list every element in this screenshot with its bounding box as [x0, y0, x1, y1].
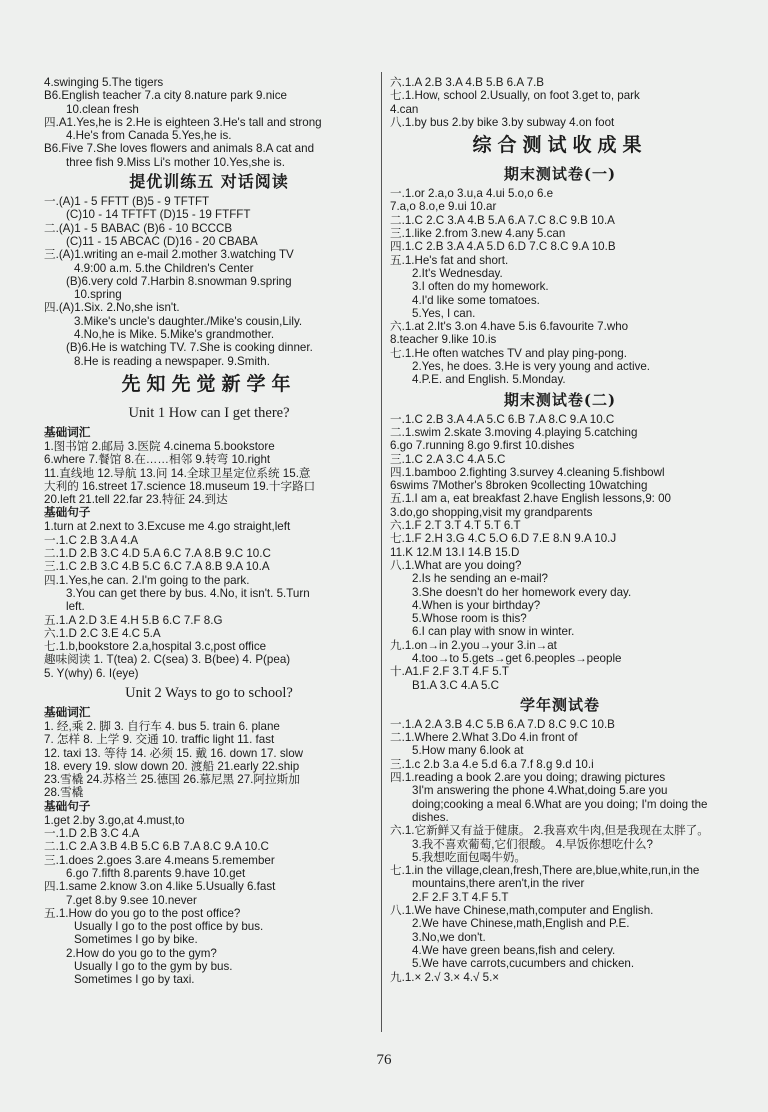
- answer-line: 10.spring: [74, 288, 122, 302]
- answer-line: 二.1.C 2.A 3.B 4.B 5.C 6.B 7.A 8.C 9.A 10.C: [44, 840, 269, 854]
- subsection-label: 基础句子: [44, 799, 91, 813]
- paper-heading: 学年测试卷: [519, 695, 600, 714]
- answer-line: 7.a,o 8.o,e 9.ui 10.ar: [390, 200, 497, 214]
- answer-line: 四.1.bamboo 2.fighting 3.survey 4.cleaning 5.fishbowl: [390, 465, 665, 479]
- answer-line: 5.Whose room is this?: [412, 612, 527, 626]
- answer-line: 四.1.C 2.B 3.A 4.A 5.D 6.D 7.C 8.C 9.A 10.B: [390, 240, 616, 254]
- paper-heading: 期末测试卷(一): [503, 165, 617, 184]
- answer-line: 3I'm answering the phone 4.What,doing 5.are you: [412, 784, 668, 798]
- final2-block: [390, 413, 730, 692]
- answer-line: 4.P.E. and English. 5.Monday.: [412, 373, 566, 387]
- answer-line: 4.swinging 5.The tigers: [44, 76, 164, 89]
- answer-line: 5.我想吃面包喝牛奶。: [412, 850, 527, 864]
- answer-line: 4.too→to 5.gets→get 6.peoples→people: [412, 651, 622, 665]
- answer-line: 一.(A)1 - 5 FFTT (B)5 - 9 TFTFT: [44, 195, 210, 209]
- answer-line: 七.1.b,bookstore 2.a,hospital 3.c,post office: [44, 640, 267, 654]
- answer-line: Usually I go to the post office by bus.: [74, 920, 264, 934]
- answer-line: B1.A 3.C 4.A 5.C: [412, 678, 500, 692]
- answer-line: 九.1.on→in 2.you→your 3.in→at: [390, 638, 557, 652]
- answer-line: 七.1.How, school 2.Usually, on foot 3.get to, park: [390, 89, 640, 103]
- answer-line: 四.(A)1.Six. 2.No,she isn't.: [44, 301, 180, 315]
- answer-line: 一.1.A 2.A 3.B 4.C 5.B 6.A 7.D 8.C 9.C 10.B: [390, 717, 615, 731]
- answer-line: 1.turn at 2.next to 3.Excuse me 4.go straight,left: [44, 520, 291, 534]
- answer-line: 二.1.swim 2.skate 3.moving 4.playing 5.catching: [390, 425, 638, 439]
- answer-line: 二.1.D 2.B 3.C 4.D 5.A 6.C 7.A 8.B 9.C 10.C: [44, 547, 271, 561]
- right-top-block: [390, 76, 730, 129]
- unit-heading: Unit 1 How can I get there?: [128, 404, 290, 421]
- answer-line: 4.When is your birthday?: [412, 598, 541, 612]
- answer-line: mountains,there aren't,in the river: [412, 877, 585, 891]
- answer-line: 2.How do you go to the gym?: [66, 946, 217, 960]
- answer-line: 10.clean fresh: [66, 102, 139, 116]
- answer-line: 3.I often do my homework.: [412, 280, 549, 294]
- answer-line: 六.1.它新鲜又有益于健康。 2.我喜欢牛肉,但是我现在太胖了。: [390, 824, 709, 838]
- answer-line: 4.We have green beans,fish and celery.: [412, 943, 616, 957]
- answer-line: 五.1.I am a, eat breakfast 2.have English lessons,9: 00: [390, 492, 671, 506]
- answer-line: 趣味阅读 1. T(tea) 2. C(sea) 3. B(bee) 4. P(pea): [44, 653, 291, 667]
- answer-line: 一.1.or 2.a,o 3.u,a 4.ui 5.o,o 6.e: [390, 187, 554, 201]
- answer-line: 6.go 7.fifth 8.parents 9.have 10.get: [66, 866, 246, 880]
- answer-line: Usually I go to the gym by bus.: [74, 960, 233, 974]
- answer-line: 三.(A)1.writing an e-mail 2.mother 3.watching TV: [44, 248, 294, 262]
- answer-line: 七.1.F 2.H 3.G 4.C 5.O 6.D 7.E 8.N 9.A 10.J: [390, 532, 617, 546]
- answer-line: 5. Y(why) 6. I(eye): [44, 666, 139, 680]
- answer-line: B6.English teacher 7.a city 8.nature park 9.nice: [44, 89, 287, 103]
- answer-line: 六.1.D 2.C 3.E 4.C 5.A: [44, 626, 161, 640]
- answer-line: 3.do,go shopping,visit my grandparents: [390, 505, 593, 519]
- answer-line: 1.get 2.by 3.go,at 4.must,to: [44, 813, 185, 827]
- answer-line: 3.No,we don't.: [412, 930, 486, 944]
- answer-line: 11.K 12.M 13.I 14.B 15.D: [390, 545, 520, 559]
- answer-line: left.: [66, 600, 85, 614]
- section5-block: [44, 195, 374, 368]
- unit1-sentence-block: [44, 520, 374, 680]
- answer-line: 7.get 8.by 9.see 10.never: [66, 893, 197, 907]
- answer-line: 23.雪橇 24.苏格兰 25.德国 26.慕尼黑 27.阿拉斯加: [44, 773, 300, 787]
- answer-line: 三.1.C 2.B 3.C 4.B 5.C 6.C 7.A 8.B 9.A 10.A: [44, 560, 270, 574]
- answer-line: 六.1.A 2.B 3.A 4.B 5.B 6.A 7.B: [390, 76, 545, 89]
- answer-line: (C)11 - 15 ABCAC (D)16 - 20 CBABA: [66, 234, 258, 248]
- subsection-label: 基础词汇: [44, 425, 91, 439]
- answer-line: 大利的 16.street 17.science 18.museum 19.十字路口: [44, 479, 316, 493]
- answer-line: 4.can: [390, 102, 419, 116]
- answer-line: 5.We have carrots,cucumbers and chicken.: [412, 957, 635, 971]
- answer-line: 4.No,he is Mike. 5.Mike's grandmother.: [74, 328, 275, 342]
- answer-line: 6swims 7Mother's 8broken 9collecting 10watching: [390, 479, 648, 493]
- answer-line: 1.图书馆 2.邮局 3.医院 4.cinema 5.bookstore: [44, 439, 275, 453]
- subsection-label: 基础句子: [44, 506, 91, 520]
- answer-line: 四.A1.Yes,he is 2.He is eighteen 3.He's tall and strong: [44, 115, 322, 129]
- answer-line: 五.1.A 2.D 3.E 4.H 5.B 6.C 7.F 8.G: [44, 613, 223, 627]
- answer-line: 五.1.He's fat and short.: [390, 253, 509, 267]
- answer-line: 一.1.C 2.B 3.A 4.A 5.C 6.B 7.A 8.C 9.A 10.C: [390, 412, 615, 426]
- answer-line: 六.1.F 2.T 3.T 4.T 5.T 6.T: [390, 519, 521, 533]
- unit-heading: Unit 2 Ways to go to school?: [125, 684, 293, 701]
- answer-line: 6.where 7.餐馆 8.在……相邻 9.转弯 10.right: [44, 453, 271, 467]
- part-heading: 先知先觉新学年: [121, 372, 297, 395]
- right-column: [390, 76, 730, 984]
- answer-line: 5.Yes, I can.: [412, 306, 476, 320]
- answer-line: 28.雪橇: [44, 786, 84, 800]
- answer-line: 四.1.same 2.know 3.on 4.like 5.Usually 6.fast: [44, 880, 276, 894]
- answer-line: Sometimes I go by taxi.: [74, 973, 195, 987]
- answer-line: Sometimes I go by bike.: [74, 933, 198, 947]
- answer-line: 五.1.How do you go to the post office?: [44, 906, 241, 920]
- answer-line: 三.1.c 2.b 3.a 4.e 5.d 6.a 7.f 8.g 9.d 10.i: [390, 757, 594, 771]
- answer-line: 7. 怎样 8. 上学 9. 交通 10. traffic light 11. fast: [44, 733, 275, 747]
- page-number: 76: [376, 1052, 392, 1068]
- unit2-vocab-block: [44, 720, 374, 800]
- year-test-block: [390, 718, 730, 984]
- answer-line: 四.1.reading a book 2.are you doing; drawing pictures: [390, 771, 666, 785]
- answer-line: 3.我不喜欢葡萄,它们很酸。 4.早饭你想吃什么?: [412, 837, 653, 851]
- answer-line: (C)10 - 14 TFTFT (D)15 - 19 FTFFT: [66, 208, 251, 222]
- final1-block: [390, 187, 730, 386]
- answer-line: 七.1.in the village,clean,fresh,There are,blue,white,run,in the: [390, 864, 700, 878]
- answer-line: 八.1.What are you doing?: [390, 558, 522, 572]
- answer-line: 七.1.He often watches TV and play ping-pong.: [390, 346, 627, 360]
- paper-heading: 期末测试卷(二): [503, 390, 617, 409]
- answer-line: (B)6.very cold 7.Harbin 8.snowman 9.spring: [66, 274, 292, 288]
- answer-line: 一.1.C 2.B 3.A 4.A: [44, 533, 139, 547]
- answer-line: 三.1.like 2.from 3.new 4.any 5.can: [390, 227, 566, 241]
- column-divider: [381, 72, 382, 1032]
- left-column: [44, 76, 374, 987]
- answer-line: 二.1.C 2.C 3.A 4.B 5.A 6.A 7.C 8.C 9.B 10.A: [390, 213, 615, 227]
- answer-line: 2.It's Wednesday.: [412, 266, 503, 280]
- subsection-label: 基础词汇: [44, 705, 91, 719]
- answer-line: 3.She doesn't do her homework every day.: [412, 585, 632, 599]
- part-heading: 综合测试收成果: [472, 134, 648, 157]
- answer-line: 三.1.does 2.goes 3.are 4.means 5.remember: [44, 853, 275, 867]
- answer-line: 8.He is reading a newspaper. 9.Smith.: [74, 354, 270, 368]
- answer-line: 八.1.We have Chinese,math,computer and English.: [390, 904, 654, 918]
- answer-line: 2.We have Chinese,math,English and P.E.: [412, 917, 630, 931]
- answer-line: 4.He's from Canada 5.Yes,he is.: [66, 129, 232, 143]
- answer-line: 3.You can get there by bus. 4.No, it isn't. 5.Turn: [66, 586, 310, 600]
- answer-line: 三.1.C 2.A 3.C 4.A 5.C: [390, 452, 506, 466]
- answer-line: 四.1.Yes,he can. 2.I'm going to the park.: [44, 573, 250, 587]
- answer-line: 8.teacher 9.like 10.is: [390, 333, 497, 347]
- answer-line: 二.1.Where 2.What 3.Do 4.in front of: [390, 731, 578, 745]
- answer-line: 6.go 7.running 8.go 9.first 10.dishes: [390, 439, 575, 453]
- answer-line: 2.F 2.F 3.T 4.F 5.T: [412, 890, 509, 904]
- answer-line: 二.(A)1 - 5 BABAC (B)6 - 10 BCCCB: [44, 221, 233, 235]
- section-heading: 提优训练五 对话阅读: [129, 172, 289, 192]
- answer-line: 11.直线地 12.导航 13.问 14.全球卫星定位系统 15.意: [44, 466, 311, 480]
- answer-line: doing;cooking a meal 6.What are you doing; I'm doing the: [412, 797, 708, 811]
- unit1-vocab-block: [44, 440, 374, 506]
- answer-line: 1. 经,乘 2. 脚 3. 自行车 4. bus 5. train 6. plane: [44, 719, 280, 733]
- answer-line: 九.1.× 2.√ 3.× 4.√ 5.×: [390, 970, 500, 984]
- left-top-block: [44, 76, 374, 169]
- answer-line: 一.1.D 2.B 3.C 4.A: [44, 827, 140, 841]
- answer-line: 六.1.at 2.It's 3.on 4.have 5.is 6.favourite 7.who: [390, 320, 629, 334]
- answer-line: 4.I'd like some tomatoes.: [412, 293, 540, 307]
- answer-line: 12. taxi 13. 等待 14. 必须 15. 戴 16. down 17. slow: [44, 746, 304, 760]
- answer-line: three fish 9.Miss Li's mother 10.Yes,she is.: [66, 155, 285, 169]
- answer-line: 20.left 21.tell 22.far 23.特征 24.到达: [44, 493, 228, 507]
- answer-line: dishes.: [412, 810, 449, 824]
- answer-line: 4.9:00 a.m. 5.the Children's Center: [74, 261, 254, 275]
- answer-line: 5.How many 6.look at: [412, 744, 524, 758]
- answer-line: 2.Is he sending an e-mail?: [412, 572, 548, 586]
- answer-line: 6.I can play with snow in winter.: [412, 625, 575, 639]
- answer-line: 十.A1.F 2.F 3.T 4.F 5.T: [390, 665, 509, 679]
- answer-line: 八.1.by bus 2.by bike 3.by subway 4.on foot: [390, 115, 615, 129]
- answer-line: (B)6.He is watching TV. 7.She is cooking dinner.: [66, 341, 313, 355]
- answer-line: 18. every 19. slow down 20. 渡船 21.early 22.ship: [44, 759, 300, 773]
- unit2-sentence-block: [44, 814, 374, 987]
- answer-line: B6.Five 7.She loves flowers and animals 8.A cat and: [44, 142, 315, 156]
- answer-line: 3.Mike's uncle's daughter./Mike's cousin,Lily.: [74, 314, 303, 328]
- answer-line: 2.Yes, he does. 3.He is very young and active.: [412, 360, 651, 374]
